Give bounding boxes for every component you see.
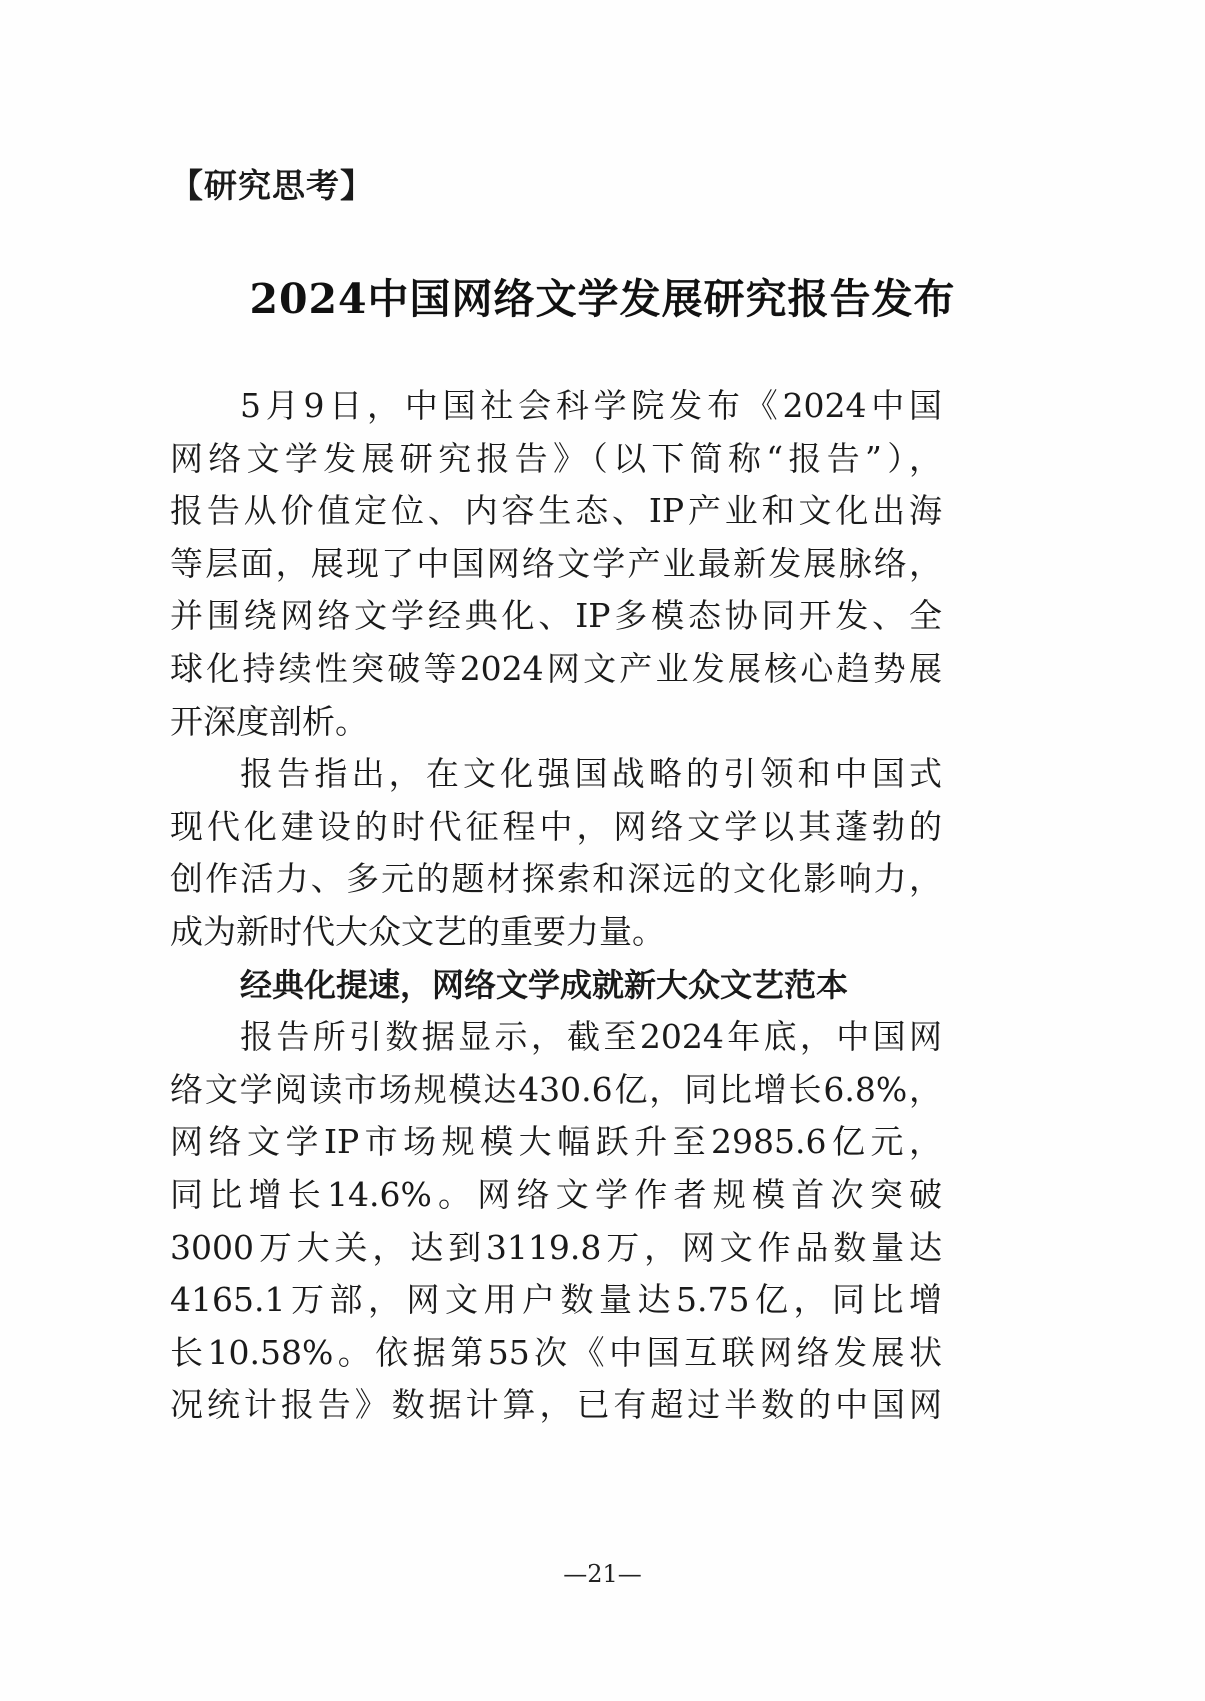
- paragraph-1-line-7: 开深度剖析。: [170, 701, 368, 741]
- page-number: —21—: [563, 1560, 642, 1588]
- paragraph-2-line-4: 成为新时代大众文艺的重要力量。: [170, 911, 665, 951]
- paragraph-3-line-5: 3000万大关，达到3119.8万，网文作品数量达: [170, 1227, 942, 1267]
- paragraph-1-line-1: 5月9日，中国社会科学院发布《2024中国: [240, 386, 942, 425]
- article-body: [170, 380, 942, 1432]
- paragraph-1-line-6: 球化持续性突破等2024网文产业发展核心趋势展: [170, 648, 942, 688]
- paragraph-1-line-5: 并围绕网络文学经典化、IP多模态协同开发、全: [170, 596, 942, 636]
- paragraph-2-line-3: 创作活力、多元的题材探索和深远的文化影响力，: [170, 859, 942, 899]
- paragraph-3-line-3: 网络文学IP市场规模大幅跃升至2985.6亿元，: [170, 1122, 942, 1162]
- paragraph-1-line-2: 网络文学发展研究报告》（以下简称“报告”），: [170, 438, 942, 478]
- paragraph-1-line-3: 报告从价值定位、内容生态、IP产业和文化出海: [170, 491, 942, 531]
- section-tag: 【研究思考】: [170, 166, 374, 205]
- paragraph-3-line-8: 况统计报告》数据计算，已有超过半数的中国网: [170, 1385, 942, 1425]
- paragraph-3-line-4: 同比增长14.6%。网络文学作者规模首次突破: [170, 1174, 942, 1214]
- paragraph-3-line-6: 4165.1万部，网文用户数量达5.75亿，同比增: [170, 1280, 942, 1320]
- paragraph-2-line-2: 现代化建设的时代征程中，网络文学以其蓬勃的: [170, 806, 942, 846]
- article-title: 2024中国网络文学发展研究报告发布: [249, 275, 956, 323]
- paragraph-3-line-1: 报告所引数据显示，截至2024年底，中国网: [240, 1017, 942, 1057]
- paragraph-1-line-4: 等层面，展现了中国网络文学产业最新发展脉络，: [170, 543, 942, 583]
- paragraph-3-line-7: 长10.58%。依据第55次《中国互联网络发展状: [170, 1332, 942, 1372]
- section-subheading: 经典化提速，网络文学成就新大众文艺范本: [240, 965, 849, 1004]
- paragraph-2-line-1: 报告指出，在文化强国战略的引领和中国式: [240, 754, 942, 794]
- paragraph-3-line-2: 络文学阅读市场规模达430.6亿，同比增长6.8%，: [170, 1069, 942, 1109]
